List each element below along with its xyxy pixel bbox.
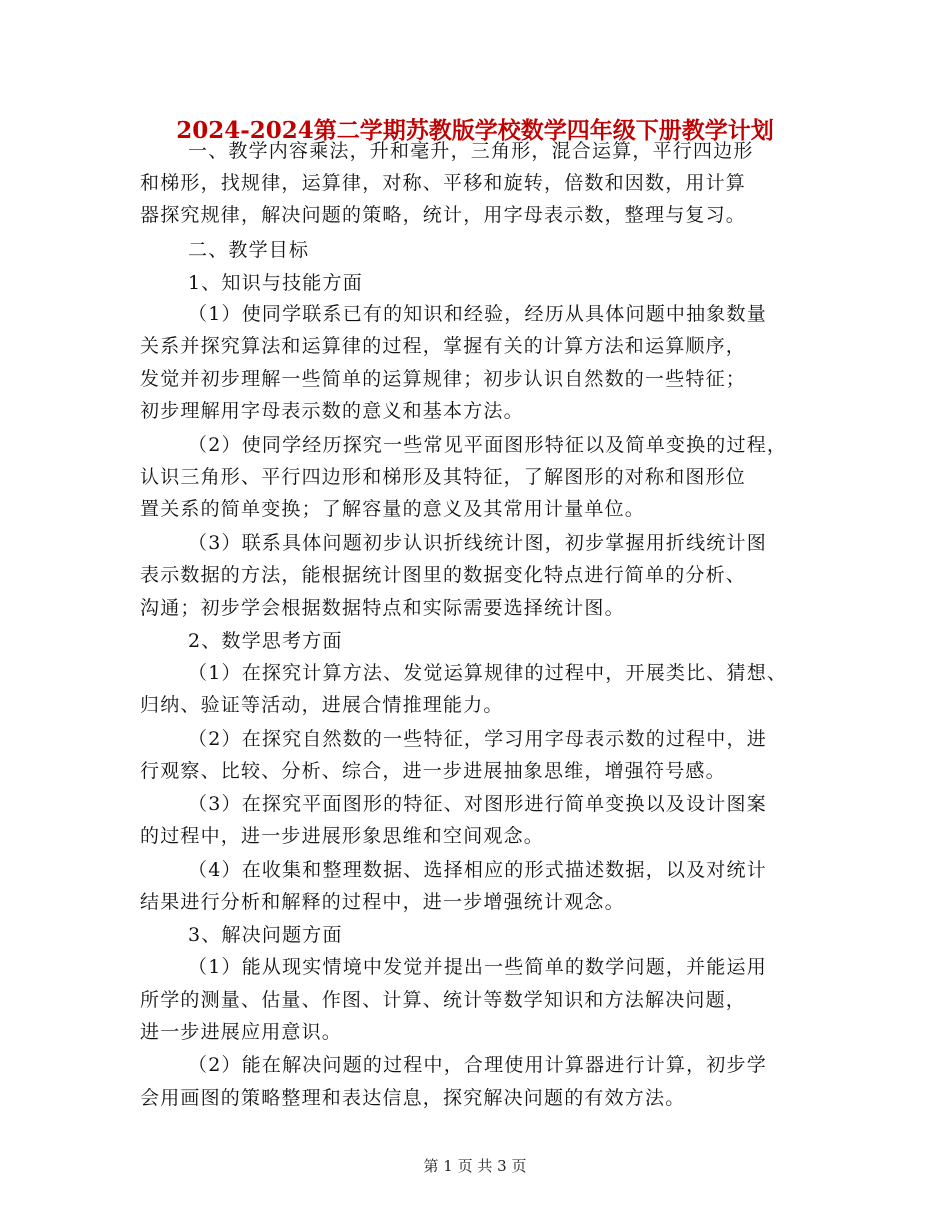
paragraph-line: 一、教学内容乘法，升和毫升，三角形，混合运算，平行四边形 xyxy=(188,140,754,162)
paragraph-line: （4）在收集和整理数据、选择相应的形式描述数据，以及对统计 xyxy=(188,859,767,881)
subsection-heading: 3、解决问题方面 xyxy=(188,924,343,946)
paragraph-line: 归纳、验证等活动，进展合情推理能力。 xyxy=(140,694,504,716)
paragraph-line: 所学的测量、估量、作图、计算、统计等数学知识和方法解决问题， xyxy=(140,989,747,1011)
page-footer: 第 1 页 共 3 页 xyxy=(423,1157,527,1175)
paragraph-line: 行观察、比较、分析、综合，进一步进展抽象思维，增强符号感。 xyxy=(140,760,726,782)
paragraph-line: 初步理解用字母表示数的意义和基本方法。 xyxy=(140,400,524,422)
document-title: 2024-2024第二学期苏教版学校数学四年级下册教学计划 xyxy=(176,117,774,144)
paragraph-line: 的过程中，进一步进展形象思维和空间观念。 xyxy=(140,825,545,847)
subsection-heading: 1、知识与技能方面 xyxy=(188,272,363,294)
paragraph-line: （1）使同学联系已有的知识和经验，经历从具体问题中抽象数量 xyxy=(188,303,767,325)
paragraph-line: 沟通；初步学会根据数据特点和实际需要选择统计图。 xyxy=(140,597,625,619)
paragraph-line: 认识三角形、平行四边形和梯形及其特征，了解图形的对称和图形位 xyxy=(140,466,747,488)
paragraph-line: 和梯形，找规律，运算律，对称、平移和旋转，倍数和因数，用计算 xyxy=(140,172,747,194)
paragraph-line: 关系并探究算法和运算律的过程，掌握有关的计算方法和运算顺序， xyxy=(140,335,747,357)
paragraph-line: 结果进行分析和解释的过程中，进一步增强统计观念。 xyxy=(140,891,625,913)
paragraph-line: （1）能从现实情境中发觉并提出一些简单的数学问题，并能运用 xyxy=(188,956,767,978)
subsection-heading: 2、数学思考方面 xyxy=(188,630,343,652)
paragraph-line: （3）在探究平面图形的特征、对图形进行简单变换以及设计图案 xyxy=(188,793,767,815)
paragraph-line: 发觉并初步理解一些简单的运算规律；初步认识自然数的一些特征； xyxy=(140,368,747,390)
paragraph-line: 进一步进展应用意识。 xyxy=(140,1021,343,1043)
section-heading: 二、教学目标 xyxy=(188,239,310,261)
paragraph-line: （1）在探究计算方法、发觉运算规律的过程中，开展类比、猜想、 xyxy=(188,662,788,684)
paragraph-line: （2）使同学经历探究一些常见平面图形特征以及简单变换的过程， xyxy=(188,434,788,456)
paragraph-line: （2）在探究自然数的一些特征，学习用字母表示数的过程中，进 xyxy=(188,728,767,750)
paragraph-line: 表示数据的方法，能根据统计图里的数据变化特点进行简单的分析、 xyxy=(140,564,747,586)
paragraph-line: 会用画图的策略整理和表达信息，探究解决问题的有效方法。 xyxy=(140,1087,686,1109)
paragraph-line: （2）能在解决问题的过程中，合理使用计算器进行计算，初步学 xyxy=(188,1054,767,1076)
paragraph-line: （3）联系具体问题初步认识折线统计图，初步掌握用折线统计图 xyxy=(188,532,767,554)
paragraph-line: 器探究规律，解决问题的策略，统计，用字母表示数，整理与复习。 xyxy=(140,204,747,226)
paragraph-line: 置关系的简单变换；了解容量的意义及其常用计量单位。 xyxy=(140,498,646,520)
